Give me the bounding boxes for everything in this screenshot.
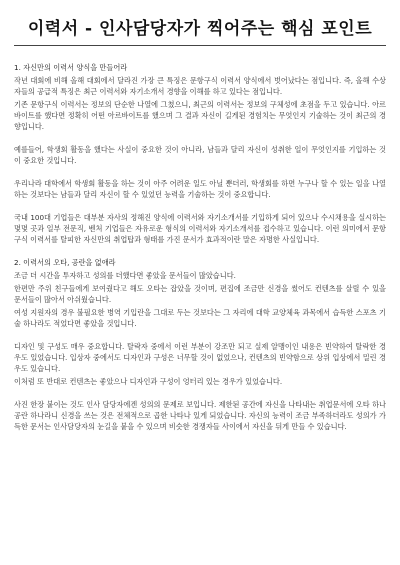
- paragraph: 기존 문항구식 이력서는 정보의 단순한 나열에 그쳤으니, 최근의 이력서는 정보의 구체성에 초점을 두고 있습니다. 아르바이트를 했다면 정확히 어떤 아르바이트를 했으며 그 결과 자신이 길게된 경험치는 무엇인지 기술하는 것이 최근의 경향입니다.: [14, 100, 386, 131]
- section-2: [14, 257, 386, 432]
- paragraph: 예를들어, 학생회 활동을 했다는 사실이 중요한 것이 아니라, 남들과 달리 자신이 성취한 일이 무엇인지를 기입하는 것이 중요한 것입니다.: [14, 145, 386, 165]
- section-heading: 2. 이력서의 오타, 공란을 없애라: [14, 258, 116, 267]
- paragraph: 한편만 주위 친구들에게 보여줬다고 해도 오타는 잡았을 것이며, 편집에 조금만 신경을 썼어도 컨텐츠를 살릴 수 있을 문서들이 많아서 아쉬웠습니다.: [14, 284, 386, 304]
- paragraph: 우리나라 대학에서 학생회 활동을 하는 것이 아주 어려운 일도 아닐 뿐더러, 학생회를 하면 누구나 할 수 있는 일을 나열하는 것보다는 남들과 달리 자신이 할 수 있었던 능력을 기술하는 것이 중요합니다.: [14, 179, 386, 199]
- paragraph: 사진 한장 붙이는 것도 인사 담당자에겐 성의의 문제로 보입니다. 제한된 공간에 자신을 나타내는 취업문서에 오타 하나 공란 하나라니 신경을 쓰는 것은 전체적으로 곱한 나타나 있게 되었습니다. 자신의 능력이 조금 부족하더라도 성의가 가득한 문서는 인사담당자의 눈길을 붙을 수 있으며 비슷한 경쟁자들 사이에서 자신을 뒤게 만들 수 있습니다.: [14, 400, 386, 431]
- paragraph: 조금 더 시간을 투자하고 성의를 더했다면 좋았을 문서들이 많았습니다.: [14, 271, 236, 280]
- paragraph: 디자인 및 구성도 매우 중요합니다. 탈락자 중에서 이런 부분이 강조만 되고 실제 알맹이인 내용은 빈약하여 탈락한 경우도 있었습니다. 입상자 중에서도 디자인과 구성은 너무할 것이 없었으나, 컨텐츠의 빈약함으로 상위 입상에서 밀린 경우도 있습니다.: [14, 342, 386, 373]
- section-1: [14, 62, 386, 245]
- document-title: 이력서 - 인사담당자가 찍어주는 핵심 포인트: [27, 19, 373, 39]
- section-heading: 1. 자신만의 이력서 양식을 만들어라: [14, 63, 128, 72]
- title-divider: [14, 45, 386, 46]
- paragraph: 작년 대회에 비해 올해 대회에서 달라진 가장 큰 특징은 문항구식 이력서 양식에서 벗어났다는 점입니다. 즉, 올해 수상자들의 공급적 특징은 최근 이력서와 자기소개서 경향을 이해를 하고 있다는 점입니다.: [14, 76, 386, 96]
- paragraph: 국내 100대 기업들은 대부분 자사의 정해진 양식에 이력서와 자기소개서를 기입하게 되어 있으나 수시채용을 실시하는 몇몇 곳과 일부 전문직, 벤처 기업들은 자유로운 형식의 이력서와 자기소개서를 접수하고 있습니다. 이런 의미에서 문항구식 이력서를 탈피한 자신만의 취업탑과 형태를 가진 문서가 효과적이란 말은 자명한 사실입니다.: [14, 213, 386, 244]
- paragraph: 이처럼 또 반대로 컨텐츠는 좋았으나 디자인과 구성이 엉터리 있는 경우가 있었습니다.: [14, 377, 283, 386]
- paragraph: 여성 지원자의 경우 불필요한 병역 기입란을 그대로 두는 것보다는 그 자리에 대학 교양체육 과목에서 습득한 스포츠 기술 하나라도 적었다면 좋았을 것입니다.: [14, 308, 386, 328]
